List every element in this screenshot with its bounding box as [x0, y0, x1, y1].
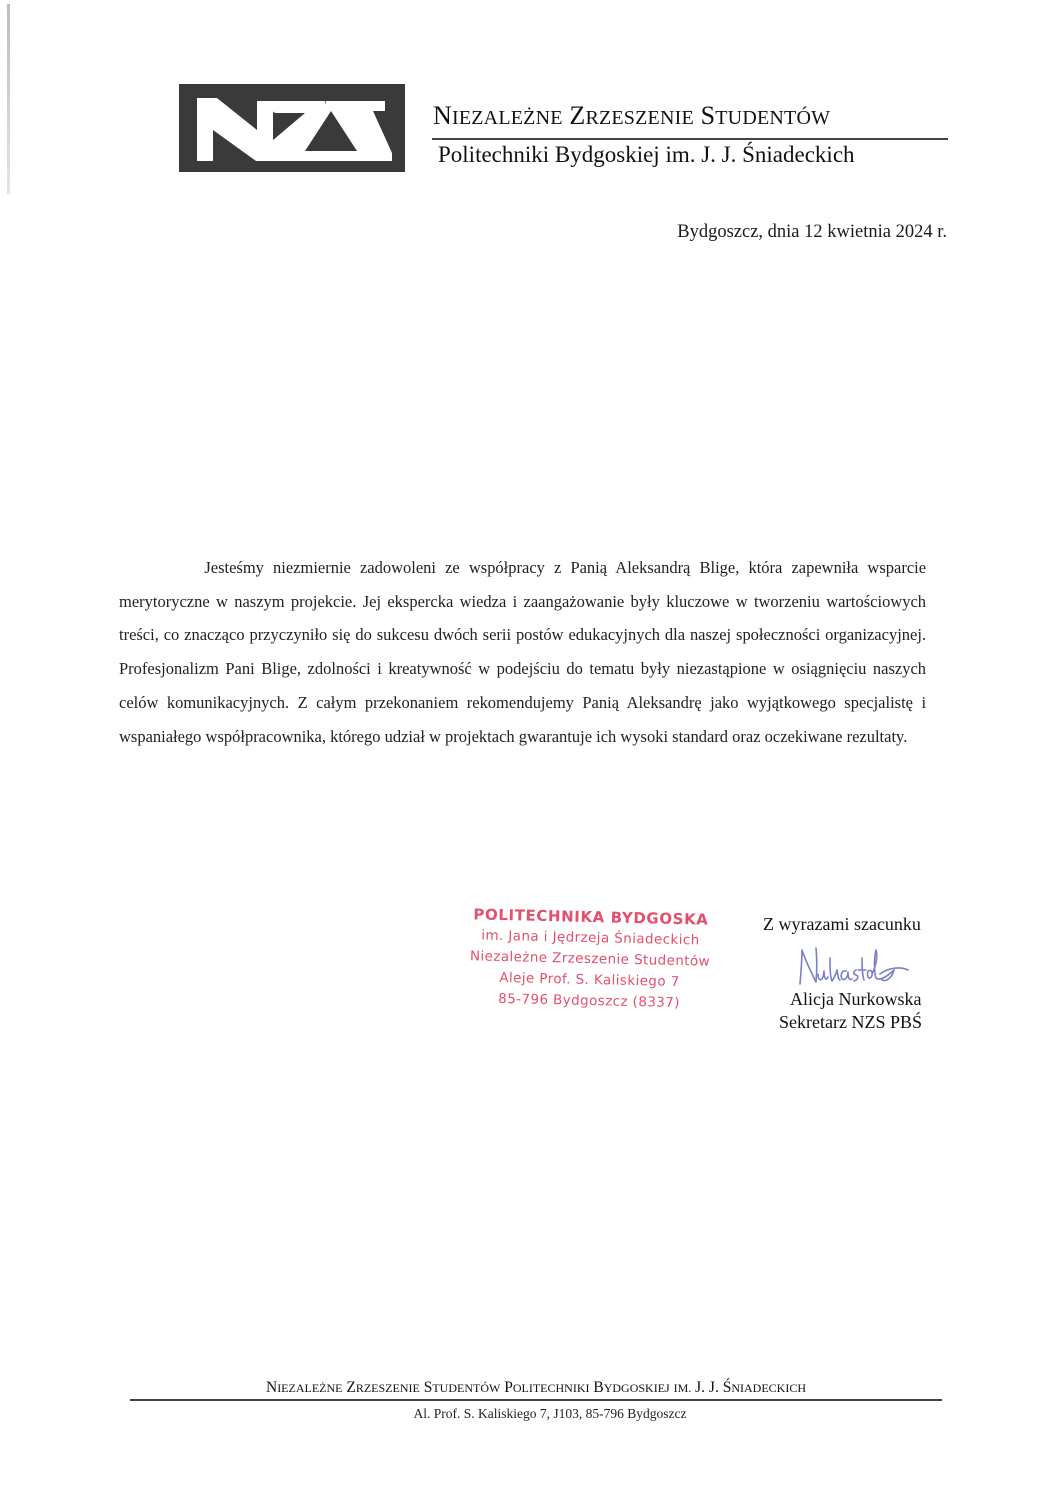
letter-body: Jesteśmy niezmiernie zadowoleni ze współpracy z Panią Aleksandrą Blige, która zapewniła wsparcie merytoryczne w naszym projekcie. Jej ekspercka wiedza i zaangażowanie były kluczowe w tworzeniu wartościowych treści, co znacząco przyczyniło się do sukcesu dwóch serii postów edukacyjnych dla naszej społeczności organizacyjnej. Profesjonalizm Pani Blige, zdolności i kreatywność w podejściu do tematu były niezastąpione w osiągnięciu naszych celów komunikacyjnych. Z całym przekonaniem rekomendujemy Panią Aleksandrę jako wyjątkowego specjalistę i wspaniałego współpracownika, którego udział w projektach gwarantuje ich wysoki standard oraz oczekiwane rezultaty.	[119, 558, 927, 746]
closing-text: Z wyrazami szacunku	[763, 914, 921, 934]
stamp-line: im. Jana i Jędrzeja Śniadeckich	[481, 927, 700, 949]
stamp-line: POLITECHNIKA BYDGOSKA	[473, 905, 709, 929]
footer-address: Al. Prof. S. Kaliskiego 7, J103, 85-796 Bydgoszcz	[413, 1406, 687, 1421]
stamp-line: Niezależne Zrzeszenie Studentów	[469, 948, 711, 970]
stamp-line: Aleje Prof. S. Kaliskiego 7	[499, 969, 680, 991]
org-name: NIEZALEŻNE ZRZESZENIE STUDENTÓW	[433, 101, 831, 130]
date-line: Bydgoszcz, dnia 12 kwietnia 2024 r.	[677, 222, 947, 242]
institution-stamp	[449, 904, 731, 1015]
org-subtitle: Politechniki Bydgoskiej im. J. J. Śniadeckich	[438, 142, 855, 167]
header-rule	[432, 138, 948, 140]
signer-role: Sekretarz NZS PBŚ	[779, 1012, 922, 1032]
stamp-line: 85-796 Bydgoszcz (8337)	[498, 990, 681, 1012]
footer-rule	[130, 1399, 942, 1401]
signer-name: Alicja Nurkowska	[790, 989, 922, 1009]
handwritten-signature	[796, 944, 916, 988]
footer-org-name: NIEZALEŻNE ZRZESZENIE STUDENTÓW POLITECHNIKI BYDGOSKIEJ IM. J. J. ŚNIADECKICH	[265, 1379, 807, 1396]
nzs-logo	[179, 84, 405, 172]
scan-edge-artifact	[7, 4, 10, 194]
